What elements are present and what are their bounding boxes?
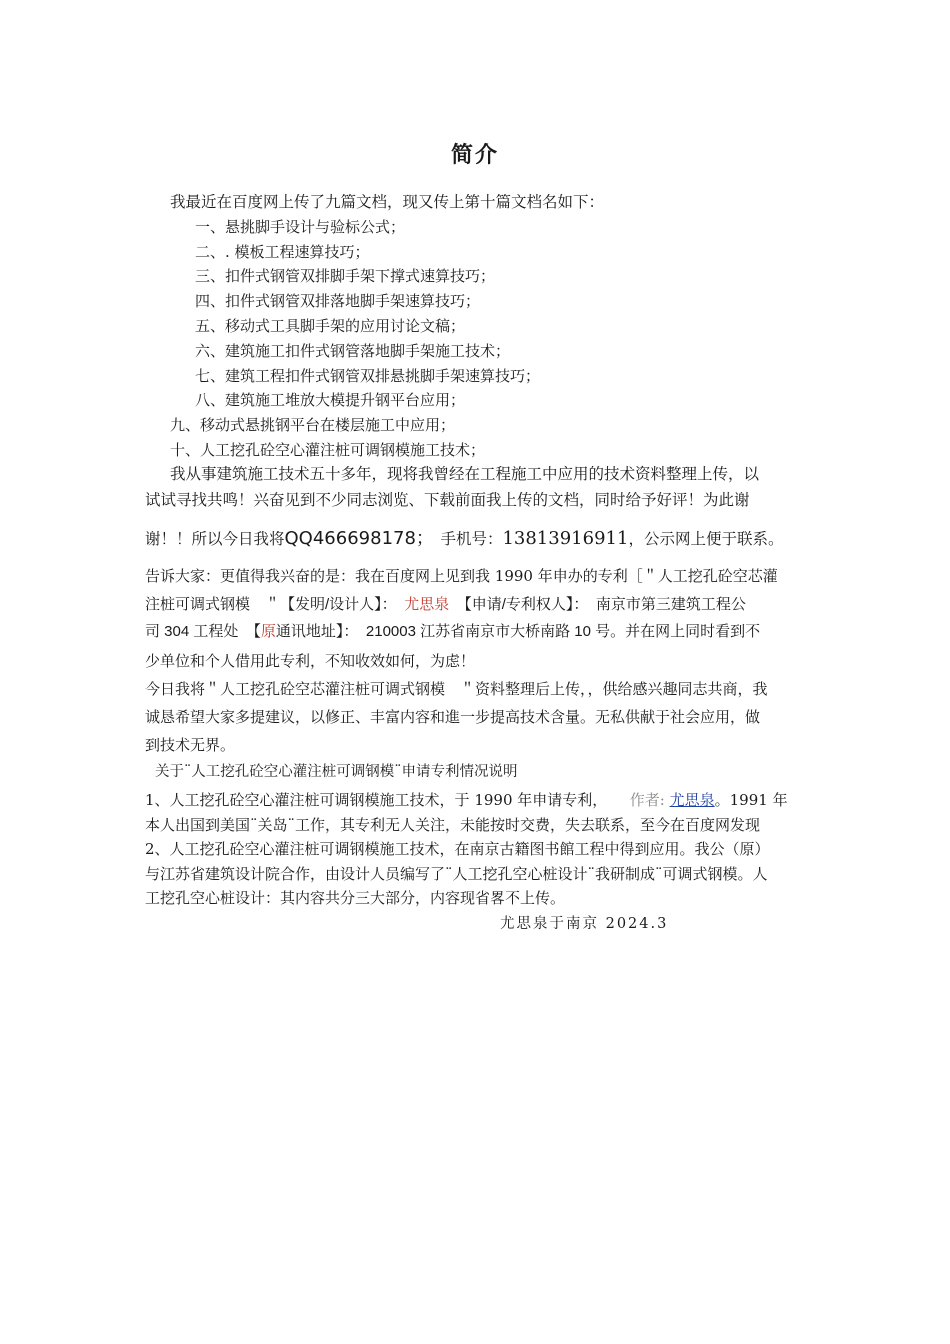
para3-line: 诚恳希望大家多提建议，以修正、丰富内容和進一步提高技术含量。无私供献于社会应用，做 (145, 708, 761, 726)
doc-list-item: 二、. 模板工程速算技巧； (195, 243, 370, 261)
para1-contact-line (145, 527, 783, 551)
page-title: 简介 (450, 142, 499, 168)
subheading: 关于¨人工挖孔砼空心灌注桩可调钢模¨申请专利情况说明 (155, 764, 518, 780)
para2-line (145, 594, 746, 615)
doc-list-item: 五、移动式工具脚手架的应用讨论文稿； (195, 317, 466, 335)
author-link[interactable]: 尤思泉 (669, 791, 715, 809)
intro-text: 我最近在百度网上传了九篇文档，现又传上第十篇文档名如下： (170, 193, 605, 211)
doc-list-item: 一、悬挑脚手设计与验标公式； (195, 218, 406, 236)
para2-line: 告诉大家：更值得我兴奋的是：我在百度网上见到我 1990 年申办的专利［＂人工挖孔砼空芯灌 (145, 567, 778, 585)
doc-list-item: 七、建筑工程扣件式钢管双排悬挑脚手架速算技巧； (195, 367, 541, 385)
para2-line: 少单位和个人借用此专利，不知收效如何，为虑！ (145, 652, 476, 670)
para3-line: 今日我将＂人工挖孔砼空芯灌注桩可调式钢模 ＂资料整理后上传，，供给感兴趣同志共商，我 (145, 680, 768, 698)
para2-line (145, 622, 760, 642)
doc-list-item: 四、扣件式钢管双排落地脚手架速算技巧； (195, 292, 481, 310)
signature: 尤思泉于南京 2024.3 (500, 916, 669, 932)
item2-line: 2、人工挖孔砼空心灌注桩可调钢模施工技术，在南京古籍图书館工程中得到应用。我公（原） (145, 840, 770, 858)
doc-list-item: 十、人工挖孔砼空心灌注桩可调钢模施工技术； (170, 441, 486, 459)
item1-line: 本人出国到美国¨关岛¨工作，其专利无人关注，未能按时交费，失去联系，至今在百度网发现 (145, 816, 761, 834)
para1-text: ，公示网上便于联系。 (628, 530, 784, 548)
item1-text: 1、人工挖孔砼空心灌注桩可调钢模施工技术，于 1990 年申请专利， (145, 791, 600, 809)
author-label: 作者: (629, 791, 665, 809)
para2-text: 注桩可调式钢模 ＂【发明/设计人】： (145, 596, 390, 613)
para1-line: 试试寻找共鸣！兴奋见到不少同志浏览、下载前面我上传的文档，同时给予好评！为此谢 (145, 491, 750, 509)
qq-number: QQ466698178； (284, 528, 425, 549)
para1-line: 我从事建筑施工技术五十多年，现将我曾经在工程施工中应用的技术资料整理上传，以 (170, 465, 760, 483)
para2-text: 【申请/专利权人】： 南京市第三建筑工程公 (464, 596, 746, 613)
item1-text: 。1991 年 (714, 791, 788, 809)
item2-line: 与江苏省建筑设计院合作，由设计人员编写了¨人工挖孔空心桩设计¨我研制成¨可调式钢模。人 (145, 865, 768, 883)
item1-line (145, 790, 788, 810)
item2-line: 工挖孔空心桩设计：其内容共分三大部分，内容现省畧不上传。 (145, 889, 566, 907)
doc-list-item: 六、建筑施工扣件式钢管落地脚手架施工技术； (195, 342, 511, 360)
original-mark: 原 (260, 623, 276, 640)
doc-list-item: 八、建筑施工堆放大模提升钢平台应用； (195, 391, 466, 409)
doc-list-item: 九、移动式悬挑钢平台在楼层施工中应用； (170, 416, 456, 434)
inventor-name: 尤思泉 (404, 595, 450, 613)
doc-list-item: 三、扣件式钢管双排脚手架下撑式速算技巧； (195, 267, 496, 285)
para1-text: 谢！！所以今日我将 (145, 530, 285, 548)
para2-text: 通讯地址】： 210003 江苏省南京市大桥南路 10 号。并在网上同时看到不 (275, 623, 761, 640)
phone-number: 13813916911 (502, 528, 629, 549)
phone-label: 手机号： (440, 530, 503, 548)
para3-line: 到技术无界。 (145, 736, 236, 754)
para2-text: 司 304 工程处 【 (145, 623, 261, 640)
